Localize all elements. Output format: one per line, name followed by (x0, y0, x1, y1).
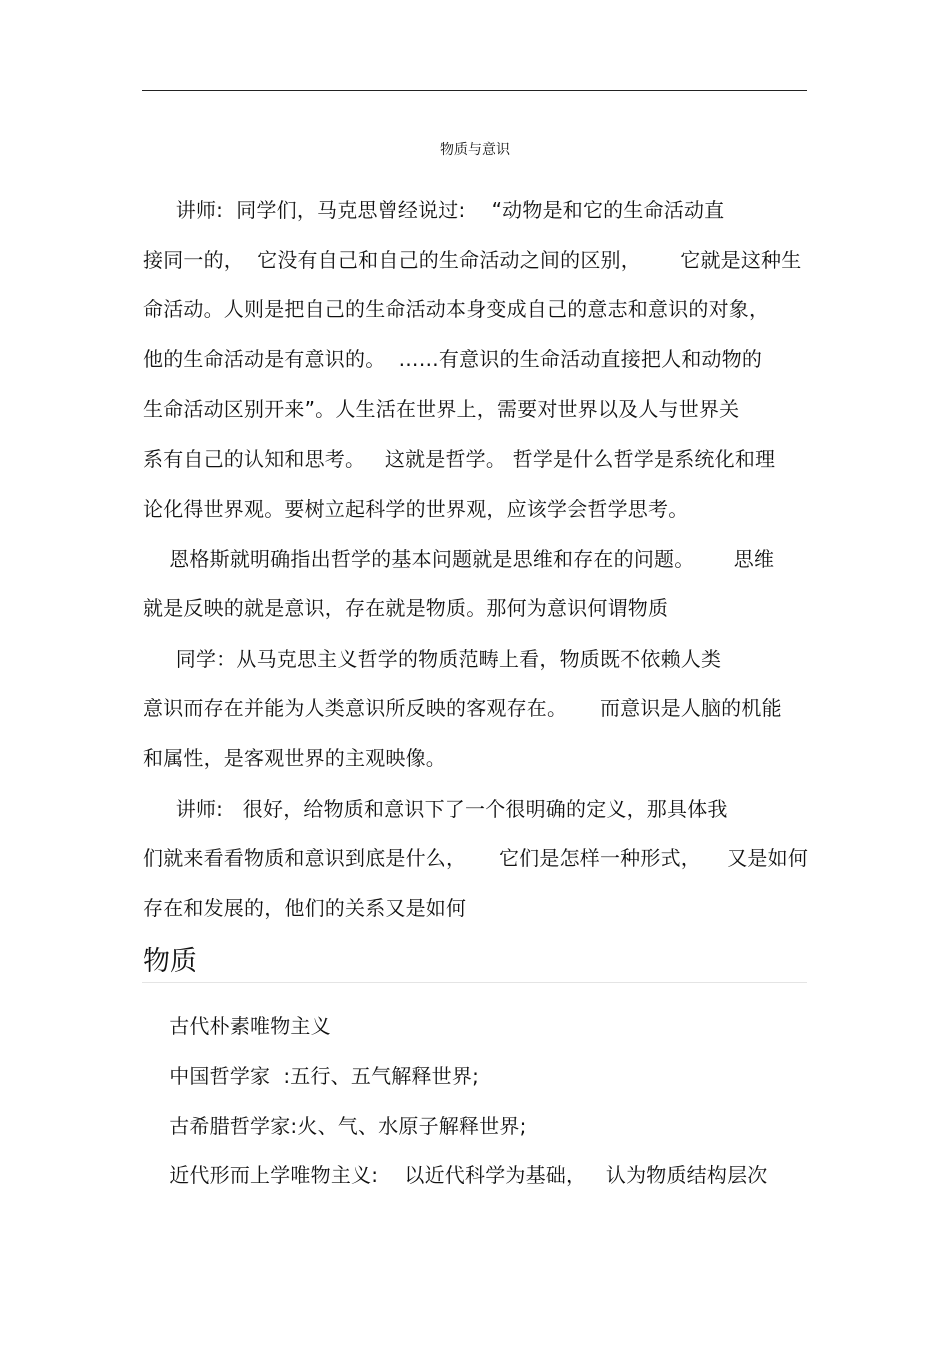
body-line: 们就来看看物质和意识到底是什么， 它们是怎样一种形式， 又是如何 (143, 846, 809, 870)
body-line: 接同一的， 它没有自己和自己的生命活动之间的区别， 它就是这种生 (143, 248, 802, 272)
body-line: 讲师: 很好，给物质和意识下了一个很明确的定义，那具体我 (143, 797, 728, 821)
header-rule (142, 90, 807, 91)
body-line: 就是反映的就是意识，存在就是物质。那何为意识何谓物质 (143, 596, 669, 620)
section-line: 近代形而上学唯物主义: 以近代科学为基础， 认为物质结构层次 (143, 1163, 768, 1187)
body-line: 他的生命活动是有意识的。 ……有意识的生命活动直接把人和动物的 (143, 347, 763, 371)
body-line: 恩格斯就明确指出哲学的基本问题就是思维和存在的问题。 思维 (143, 547, 775, 571)
body-line: 命活动。人则是把自己的生命活动本身变成自己的意志和意识的对象， (143, 297, 770, 321)
body-line: 生命活动区别开来”。人生活在世界上，需要对世界以及人与世界关 (143, 397, 740, 421)
section-line: 古代朴素唯物主义 (143, 1014, 331, 1038)
section-heading: 物质 (143, 946, 197, 977)
body-line: 同学：从马克思主义哲学的物质范畴上看，物质既不依赖人类 (143, 647, 722, 671)
body-line: 和属性，是客观世界的主观映像。 (143, 746, 446, 770)
body-line: 讲师: 同学们，马克思曾经说过: “动物是和它的生命活动直 (143, 198, 725, 222)
body-line: 论化得世界观。要树立起科学的世界观，应该学会哲学思考。 (143, 497, 689, 521)
body-line: 系有自己的认知和思考。 这就是哲学。 哲学是什么哲学是系统化和理 (143, 447, 776, 471)
document-title: 物质与意识 (440, 142, 510, 158)
body-line: 存在和发展的，他们的关系又是如何 (143, 896, 467, 920)
section-divider (142, 982, 807, 983)
section-line: 中国哲学家 :五行、五气解释世界; (143, 1064, 480, 1088)
body-line: 意识而存在并能为人类意识所反映的客观存在。 而意识是人脑的机能 (143, 696, 782, 720)
section-line: 古希腊哲学家:火、气、水原子解释世界; (143, 1114, 527, 1138)
